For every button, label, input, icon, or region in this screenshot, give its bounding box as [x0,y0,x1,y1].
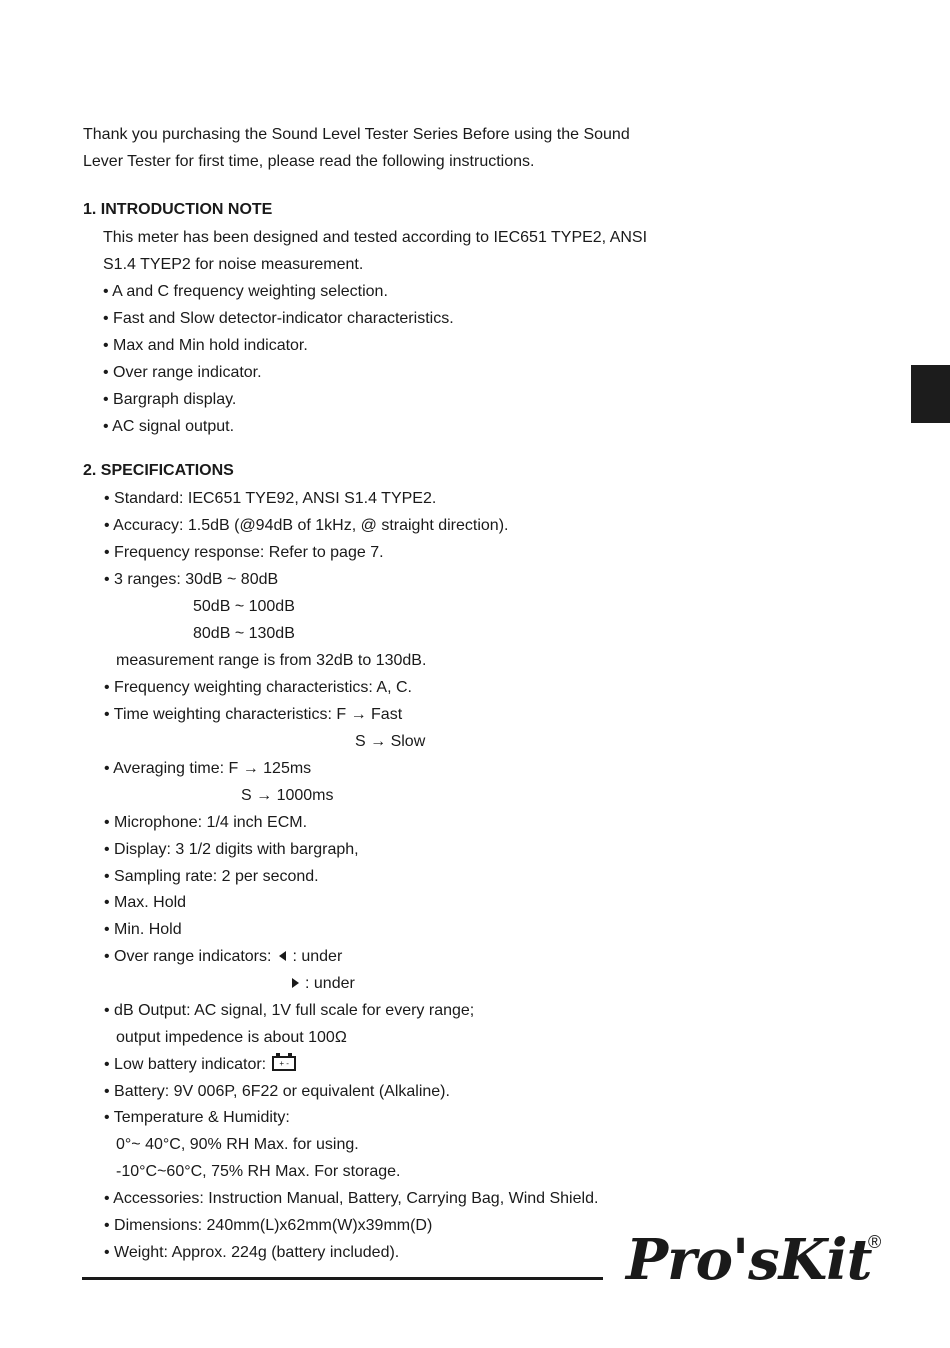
intro-line-1: Thank you purchasing the Sound Level Tester Series Before using the Sound [83,126,630,143]
spec-weight: • Weight: Approx. 224g (battery included). [104,1244,400,1261]
section-1-text-2: S1.4 TYEP2 for noise measurement. [103,256,364,273]
spec-temperature-using: 0°~ 40°C, 90% RH Max. for using. [116,1136,359,1153]
spec-measurement-range: measurement range is from 32dB to 130dB. [116,652,427,669]
spec-min-hold: • Min. Hold [104,921,182,938]
spec-averaging-slow: S → 1000ms [241,787,334,804]
spec-microphone: • Microphone: 1/4 inch ECM. [104,814,308,831]
spec-over-range [104,947,342,967]
low-battery-label: • Low battery indicator: [104,1056,267,1073]
over-range-under-2: : under [305,975,355,992]
spec-standard: • Standard: IEC651 TYE92, ANSI S1.4 TYPE2. [104,490,437,507]
spec-display: • Display: 3 1/2 digits with bargraph, [104,841,359,858]
section-1-text-1: This meter has been designed and tested according to IEC651 TYPE2, ANSI [103,229,648,246]
spec-temperature-label: • Temperature & Humidity: [104,1109,290,1126]
spec-low-battery [104,1055,296,1075]
over-range-label: • Over range indicators: [104,948,272,965]
spec-time-weighting-slow: S → Slow [355,733,426,750]
spec-range-3: 80dB ~ 130dB [193,625,295,642]
spec-over-range-2 [292,974,355,994]
spec-accuracy: • Accuracy: 1.5dB (@94dB of 1kHz, @ straight direction). [104,517,509,534]
spec-time-weighting: • Time weighting characteristics: F → Fast [104,706,403,723]
over-range-under-1: : under [292,948,343,965]
spec-sampling: • Sampling rate: 2 per second. [104,868,319,885]
right-triangle-icon [292,978,299,988]
section-1-bullet: • Bargraph display. [103,391,237,408]
spec-frequency-weighting: • Frequency weighting characteristics: A, C. [104,679,412,696]
spec-dimensions: • Dimensions: 240mm(L)x62mm(W)x39mm(D) [104,1217,433,1234]
section-1-heading: 1. INTRODUCTION NOTE [83,201,273,218]
spec-frequency-response: • Frequency response: Refer to page 7. [104,544,384,561]
footer-rule [82,1277,603,1280]
spec-accessories: • Accessories: Instruction Manual, Battery, Carrying Bag, Wind Shield. [104,1190,599,1207]
spec-temperature-storage: -10°C~60°C, 75% RH Max. For storage. [116,1163,401,1180]
spec-db-output-2: output impedence is about 100Ω [116,1029,347,1046]
spec-ranges: • 3 ranges: 30dB ~ 80dB [104,571,279,588]
spec-range-2: 50dB ~ 100dB [193,598,295,615]
intro-line-2: Lever Tester for first time, please read the following instructions. [83,153,535,170]
spec-max-hold: • Max. Hold [104,894,187,911]
left-triangle-icon [279,951,286,961]
spec-averaging: • Averaging time: F → 125ms [104,760,312,777]
side-tab-marker [911,365,950,423]
section-1-bullet: • AC signal output. [103,418,235,435]
section-2-heading: 2. SPECIFICATIONS [83,462,234,479]
section-1-bullet: • Max and Min hold indicator. [103,337,308,354]
section-1-bullet: • Over range indicator. [103,364,262,381]
section-1-bullet: • A and C frequency weighting selection. [103,283,388,300]
registered-mark: ® [868,1232,882,1252]
spec-battery: • Battery: 9V 006P, 6F22 or equivalent (Alkaline). [104,1083,450,1100]
spec-db-output-1: • dB Output: AC signal, 1V full scale for every range; [104,1002,475,1019]
battery-icon: + - [272,1056,296,1071]
section-1-bullet: • Fast and Slow detector-indicator characteristics. [103,310,454,327]
proskit-logo: Pro'sKit [626,1227,872,1293]
